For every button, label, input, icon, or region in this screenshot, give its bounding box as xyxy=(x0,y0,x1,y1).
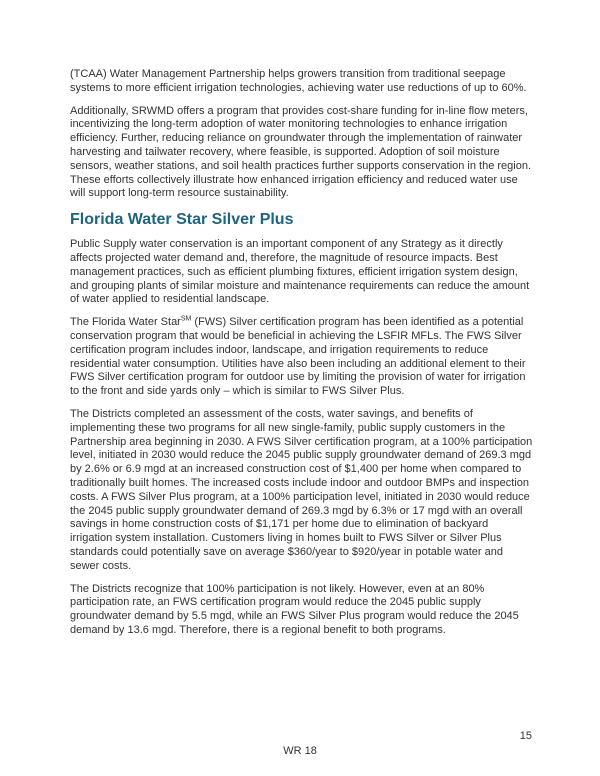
paragraph-participation: The Districts recognize that 100% participation is not likely. However, even at an 80% participation rate, an FWS certification program would reduce the 2045 public supply groundwater demand by 5.5 mgd, while an FWS Silver Plus program would reduce the 2045 demand by 13.6 mgd. Therefore, there is a regional benefit to both programs. xyxy=(70,582,519,636)
paragraph-public-supply: Public Supply water conservation is an important component of any Strategy as it directly affects projected water demand and, therefore, the magnitude of resource impacts. Best management practices, such as efficient plumbing fixtures, efficient irrigation system design, and grouping plants of similar moisture and maintenance requirements can reduce the amount of water applied to residential landscape. xyxy=(70,238,530,306)
paragraph-fws-text-after-sup: (FWS) Silver certification program has been identified as a potential conservation program that would be beneficial in achieving the LSFIR MFLs. The FWS Silver certification program includes indoor, landscape, and irrigation requirements to reduce residential water consumption. Utilities have also been including an additional element to their FWS Silver certification program for outdoor use by limiting the provision of water for irrigation to the front and side yards only – which is similar to FWS Silver Plus. xyxy=(70,316,526,398)
paragraph-fws-text-before-sup: The Florida Water Star xyxy=(70,316,181,329)
paragraph-tcaa: (TCAA) Water Management Partnership helps growers transition from traditional seepage systems to more efficient irrigation technologies, achieving water use reductions of up to 60%. xyxy=(70,68,527,94)
paragraph-srwmd: Additionally, SRWMD offers a program that provides cost-share funding for in-line flow meters, incentivizing the long-term adoption of water monitoring technologies to enhance irrigation efficiency. Further, reducing reliance on groundwater through the implementation of rainwater harvesting and tailwater recovery, where feasible, is supported. Adoption of soil moisture sensors, weather stations, and soil health practices further supports conservation in the region. These efforts collectively illustrate how enhanced irrigation efficiency and reduced water use will support long-term resource sustainability. xyxy=(70,104,532,200)
paragraph-assessment: The Districts completed an assessment of the costs, water savings, and benefits of implementing these two programs for all new single-family, public supply customers in the Partnership area beginning in 2030. A FWS Silver certification program, at a 100% participation level, initiated in 2030 would reduce the 2045 public supply groundwater demand of 269.3 mgd by 2.6% or 6.9 mgd at an increased construction cost of $1,400 per home when compared to traditionally built homes. The increased costs include indoor and outdoor BMPs and inspection costs. A FWS Silver Plus program, at a 100% participation level, initiated in 2030 would reduce the 2045 public supply groundwater demand of 269.3 mgd by 6.3% or 17 mgd with an overall savings in home construction costs of $1,171 per home due to elimination of backyard irrigation system installation. Customers living in homes built to FWS Silver or Silver Plus standards could potentially save on average $360/year to $920/year in potable water and sewer costs. xyxy=(70,407,533,572)
service-mark-superscript: SM xyxy=(180,315,192,323)
footer-doc-code: WR 18 xyxy=(283,745,317,757)
page-number: 15 xyxy=(519,730,532,742)
paragraph-fws-silver xyxy=(70,316,533,399)
section-heading-florida-water-star: Florida Water Star Silver Plus xyxy=(70,211,294,229)
document-body xyxy=(70,68,533,647)
